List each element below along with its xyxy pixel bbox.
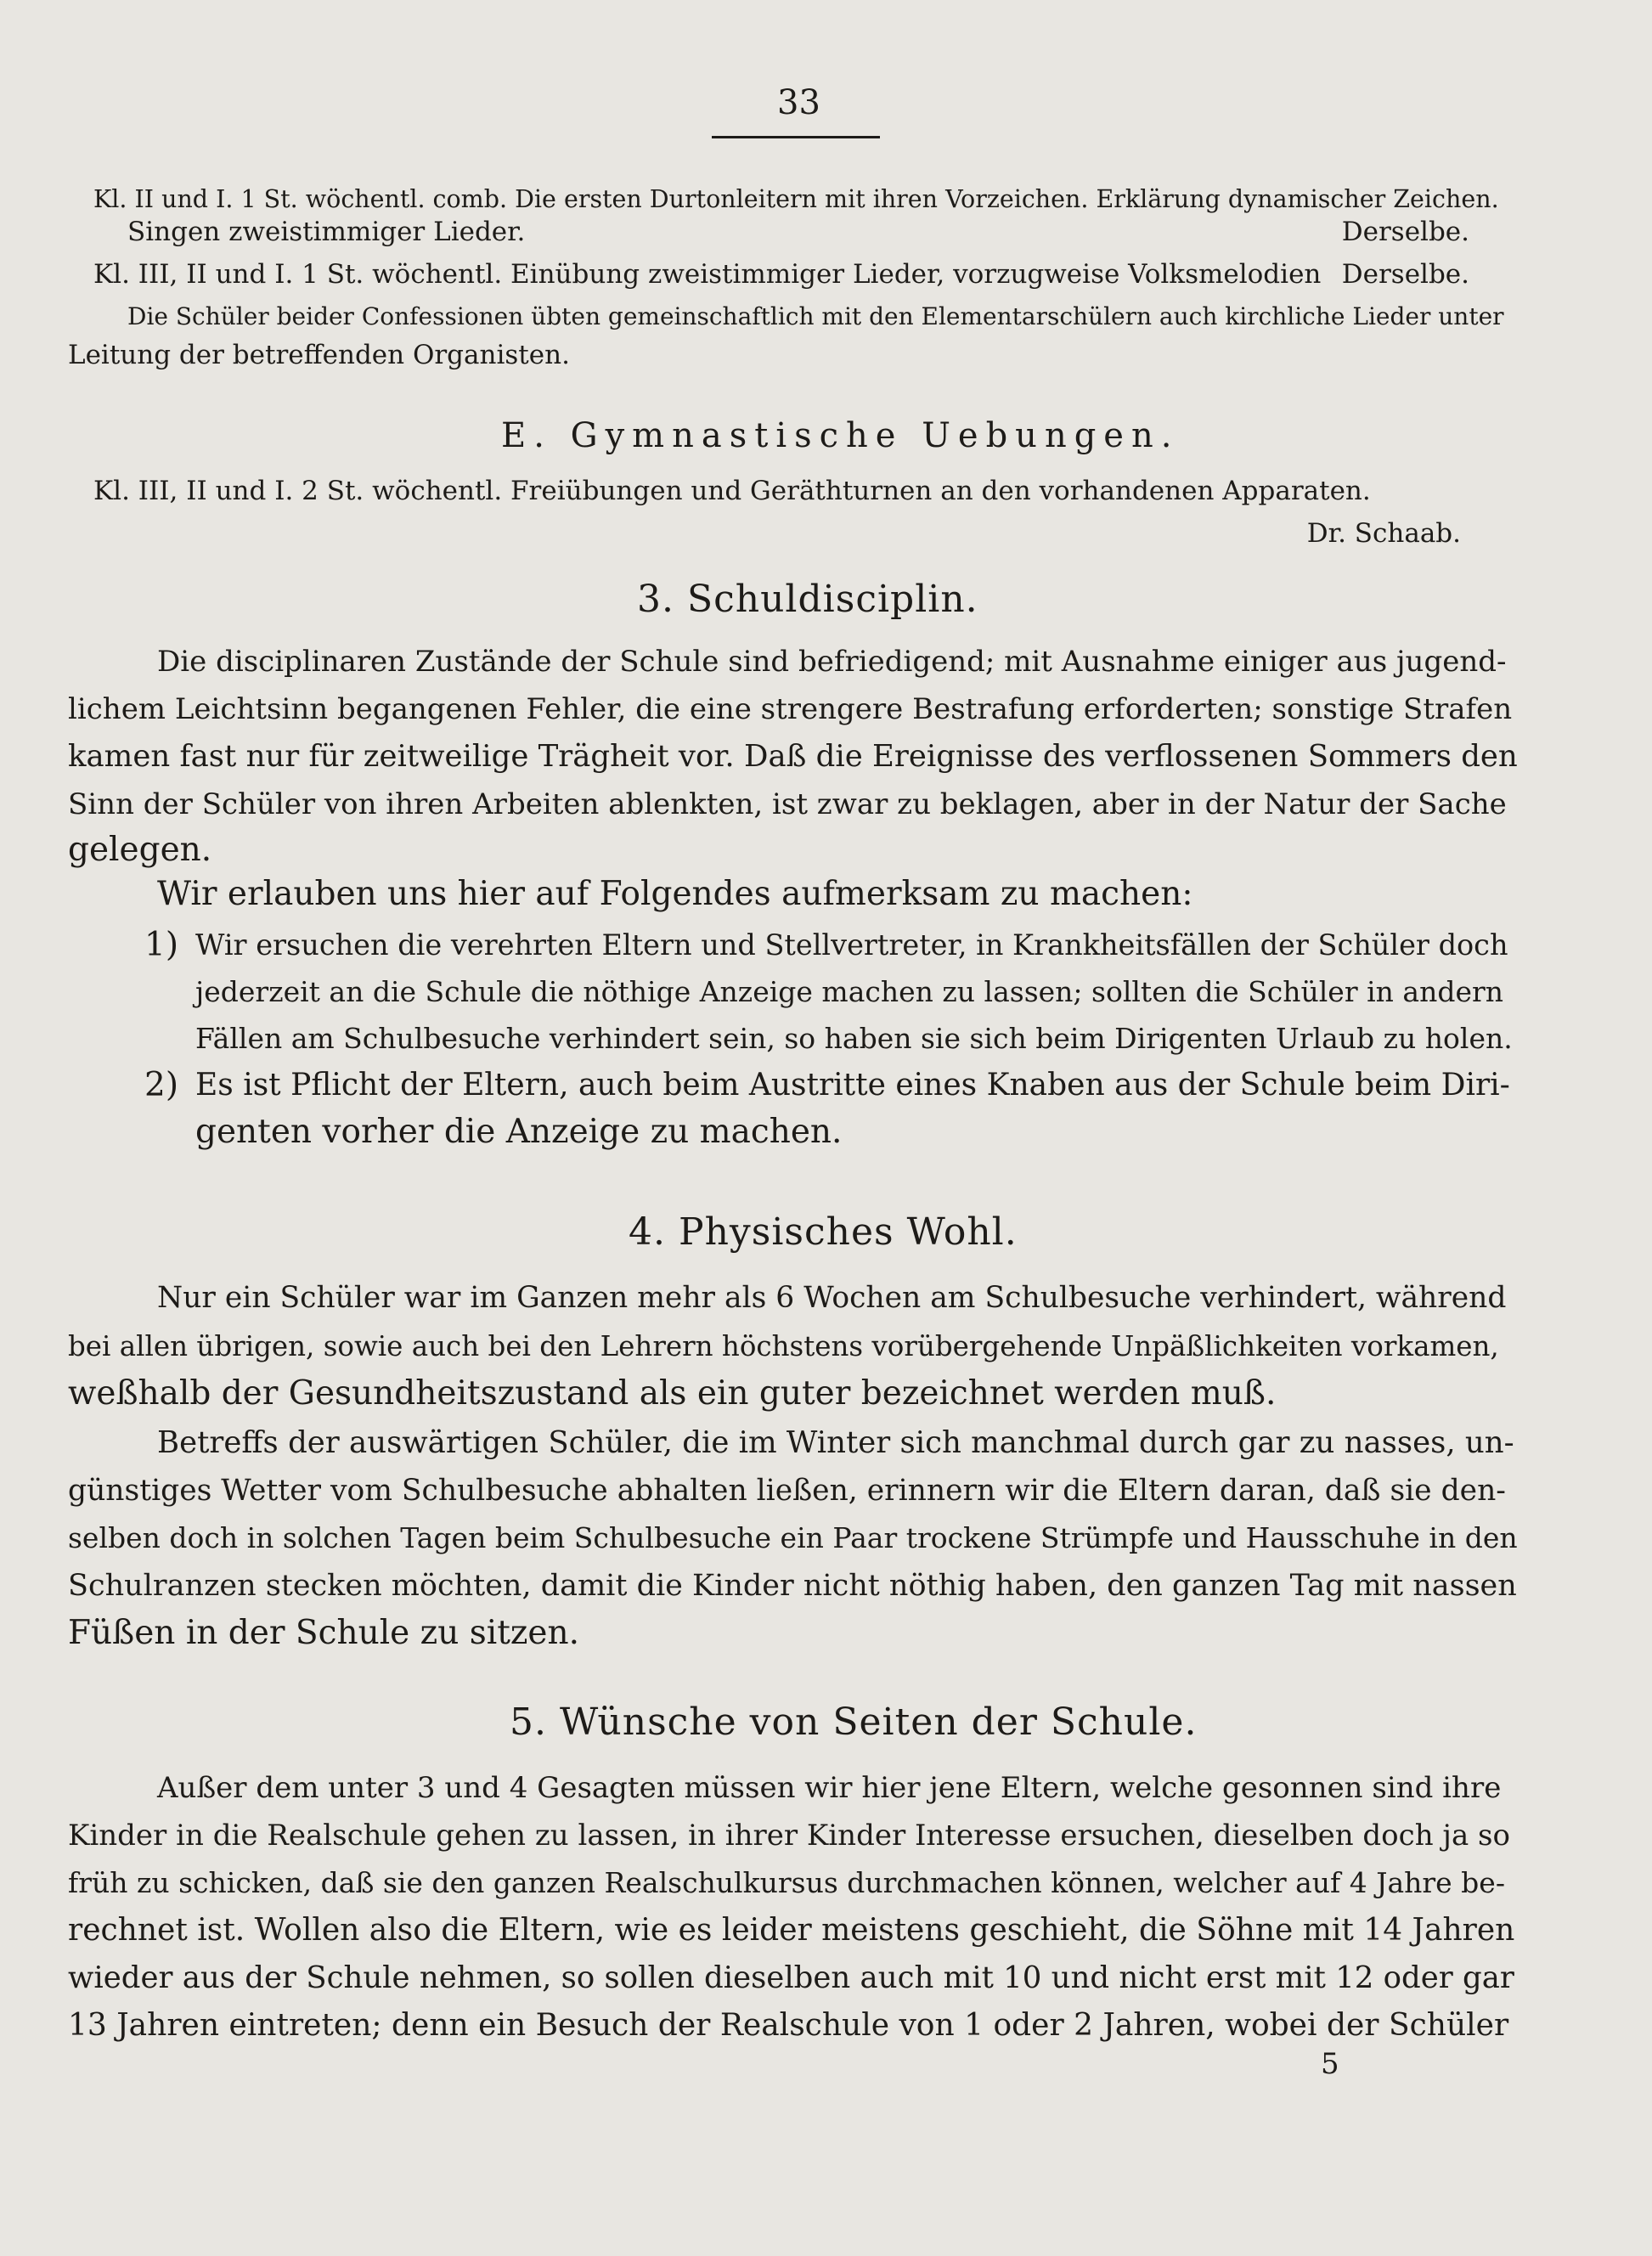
sec4-line-8: Füßen in der Schule zu sitzen.: [68, 1614, 580, 1652]
sec3-line-6: Wir erlauben uns hier auf Folgendes aufmerksam zu machen:: [157, 875, 1193, 913]
gym-line-1: Kl. III, II und I. 2 St. wöchentl. Freiübungen und Geräthturnen an den vorhandenen Apparaten.: [93, 476, 1371, 506]
header-rule: [712, 136, 880, 138]
sec5-line-6: 13 Jahren eintreten; denn ein Besuch der Realschule von 1 oder 2 Jahren, wobei der Schüler: [68, 2008, 1509, 2043]
music-line-1: Kl. II und I. 1 St. wöchentl. comb. Die ersten Durtonleitern mit ihren Vorzeichen. Erklärung dynamischer Zeichen.: [93, 185, 1499, 213]
list-number-2: 2): [144, 1066, 179, 1104]
gym-heading: E. Gymnastische Uebungen.: [501, 416, 1180, 455]
sec3-line-1: Die disciplinaren Zustände der Schule sind befriedigend; mit Ausnahme einiger aus jugend-: [157, 645, 1507, 679]
sec4-line-3: weßhalb der Gesundheitszustand als ein guter bezeichnet werden muß.: [68, 1374, 1277, 1413]
item2-line-2: genten vorher die Anzeige zu machen.: [195, 1113, 843, 1151]
section-3-heading: 3. Schuldisciplin.: [637, 578, 978, 621]
sec4-line-4: Betreffs der auswärtigen Schüler, die im Winter sich manchmal durch gar zu nasses, un-: [157, 1425, 1514, 1460]
item1-line-1: Wir ersuchen die verehrten Eltern und Stellvertreter, in Krankheitsfällen der Schüler doch: [195, 928, 1508, 962]
sec3-line-5: gelegen.: [68, 831, 212, 869]
music-line-4: Die Schüler beider Confessionen übten gemeinschaftlich mit den Elementarschülern auch kirchliche Lieder unter: [127, 302, 1504, 330]
sec5-line-3: früh zu schicken, daß sie den ganzen Realschulkursus durchmachen können, welcher auf 4 Jahre be-: [68, 1866, 1505, 1899]
music-teacher-1: Derselbe.: [1341, 217, 1469, 247]
music-line-5: Leitung der betreffenden Organisten.: [68, 340, 570, 370]
signature-mark: 5: [1321, 2047, 1339, 2081]
item2-line-1: Es ist Pflicht der Eltern, auch beim Austritte eines Knaben aus der Schule beim Diri-: [195, 1068, 1510, 1103]
sec5-line-1: Außer dem unter 3 und 4 Gesagten müssen wir hier jene Eltern, welche gesonnen sind ihre: [157, 1771, 1502, 1805]
section-5-heading: 5. Wünsche von Seiten der Schule.: [510, 1700, 1198, 1744]
music-line-3: Kl. III, II und I. 1 St. wöchentl. Einübung zweistimmiger Lieder, vorzugweise Volksmelodien: [93, 259, 1322, 290]
music-teacher-2: Derselbe.: [1341, 259, 1469, 290]
sec3-line-3: kamen fast nur für zeitweilige Trägheit vor. Daß die Ereignisse des verflossenen Sommers den: [68, 739, 1518, 774]
sec4-line-7: Schulranzen stecken möchten, damit die Kinder nicht nöthig haben, den ganzen Tag mit nassen: [68, 1569, 1517, 1603]
music-line-2: Singen zweistimmiger Lieder.: [127, 217, 526, 247]
gym-teacher: Dr. Schaab.: [1306, 518, 1461, 549]
sec5-line-5: wieder aus der Schule nehmen, so sollen dieselben auch mit 10 und nicht erst mit 12 oder gar: [68, 1960, 1514, 1995]
sec4-line-6: selben doch in solchen Tagen beim Schulbesuche ein Paar trockene Strümpfe und Hausschuhe in den: [68, 1521, 1518, 1554]
section-4-heading: 4. Physisches Wohl.: [629, 1210, 1018, 1254]
sec4-line-5: günstiges Wetter vom Schulbesuche abhalten ließen, erinnern wir die Eltern daran, daß sie den-: [68, 1474, 1506, 1508]
sec4-line-2: bei allen übrigen, sowie auch bei den Lehrern höchstens vorübergehende Unpäßlichkeiten vorkamen,: [68, 1330, 1499, 1362]
list-number-1: 1): [144, 926, 179, 964]
sec3-line-4: Sinn der Schüler von ihren Arbeiten ablenkten, ist zwar zu beklagen, aber in der Natur der Sache: [68, 787, 1507, 821]
sec5-line-2: Kinder in die Realschule gehen zu lassen, in ihrer Kinder Interesse ersuchen, dieselben doch ja so: [68, 1819, 1510, 1853]
sec5-line-4: rechnet ist. Wollen also die Eltern, wie es leider meistens geschieht, die Söhne mit 14 Jahren: [68, 1913, 1515, 1948]
sec4-line-1: Nur ein Schüler war im Ganzen mehr als 6 Wochen am Schulbesuche verhindert, während: [157, 1281, 1507, 1315]
item1-line-3: Fällen am Schulbesuche verhindert sein, so haben sie sich beim Dirigenten Urlaub zu holen.: [195, 1022, 1513, 1055]
item1-line-2: jederzeit an die Schule die nöthige Anzeige machen zu lassen; sollten die Schüler in andern: [195, 975, 1504, 1008]
sec3-line-2: lichem Leichtsinn begangenen Fehler, die eine strengere Bestrafung erforderten; sonstige Strafen: [68, 692, 1513, 726]
page-number: 33: [777, 83, 820, 122]
